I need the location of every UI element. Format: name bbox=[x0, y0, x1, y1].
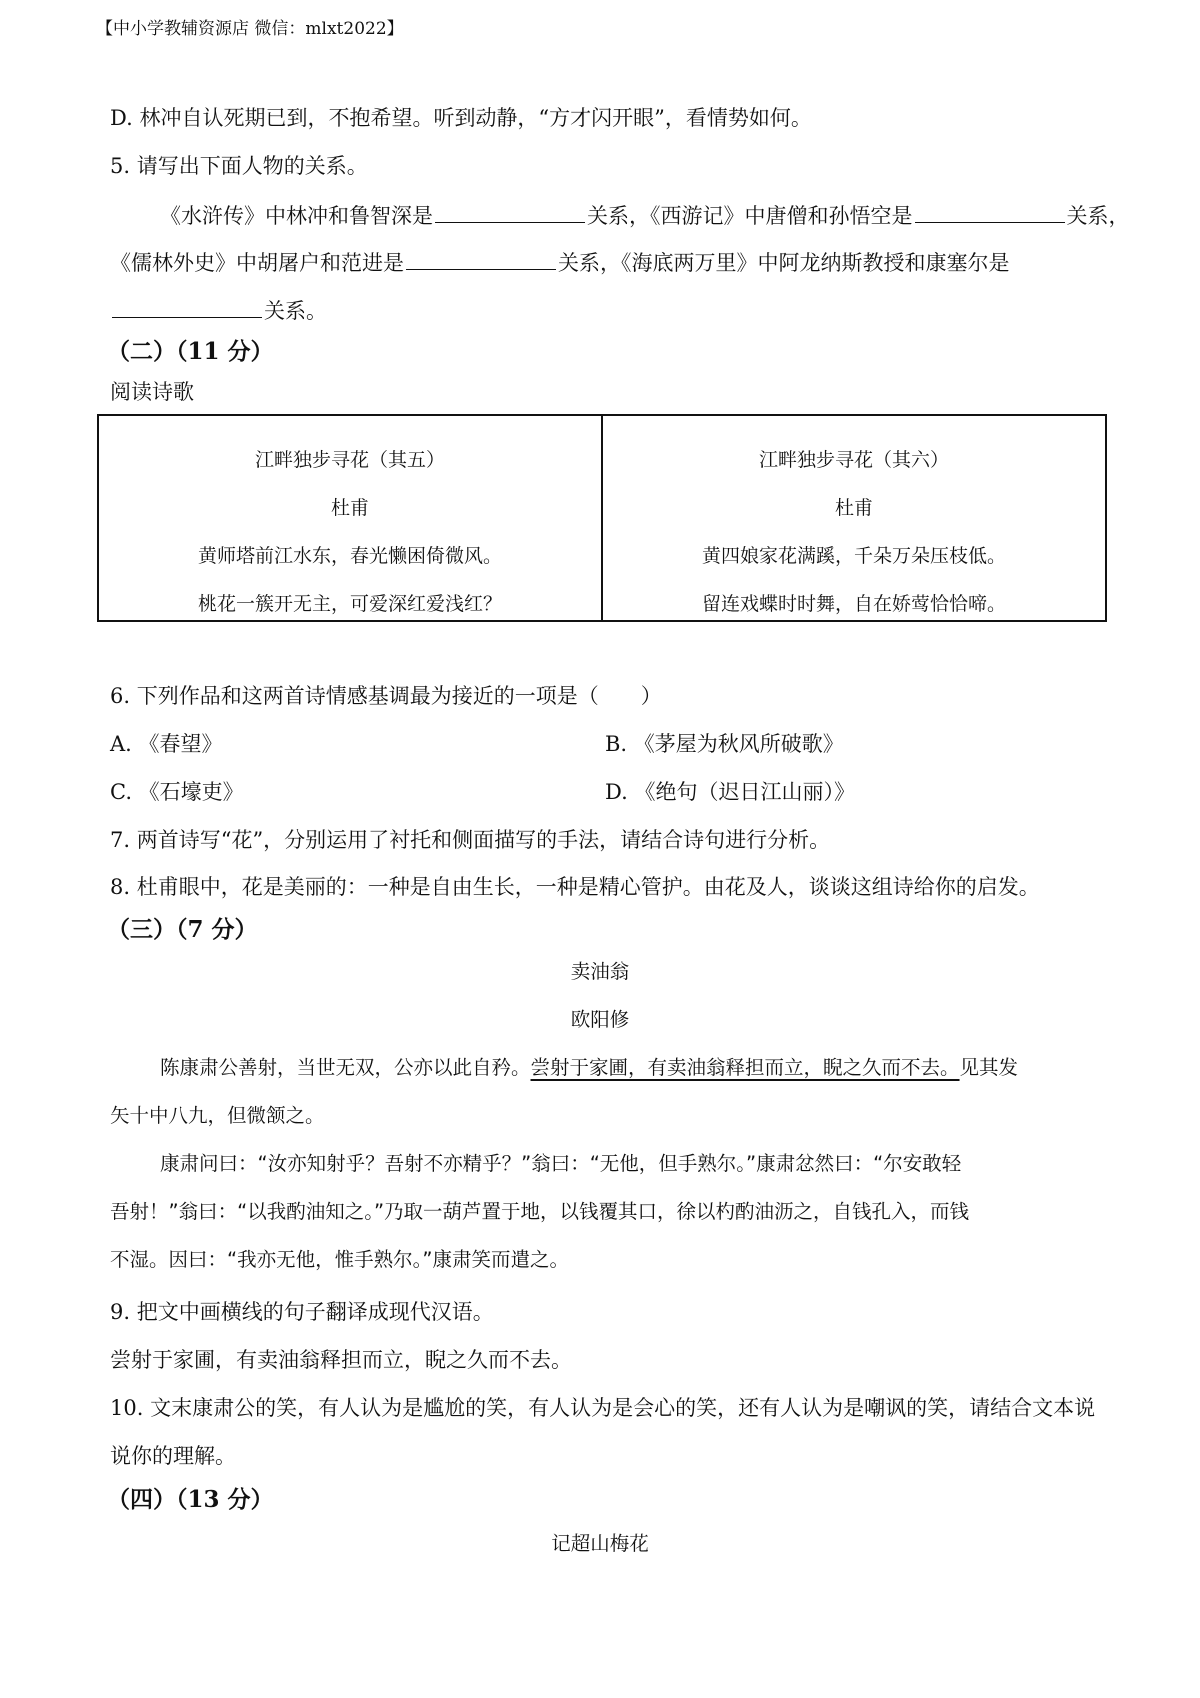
q5-text: 《水浒传》中林冲和鲁智深是 bbox=[160, 204, 433, 229]
answer-blank[interactable] bbox=[435, 200, 585, 223]
paragraph-2-line-2: 吾射！”翁曰：“以我酌油知之。”乃取一葫芦置于地，以钱覆其口，徐以杓酌油沥之，自钱孔入，而钱 bbox=[110, 1200, 970, 1223]
paragraph-1-line-1 bbox=[160, 1054, 1018, 1081]
answer-blank[interactable] bbox=[915, 200, 1065, 223]
poem-line: 桃花一簇开无主，可爱深红爱浅红？ bbox=[197, 593, 502, 615]
q5-text: 《儒林外史》中胡屠户和范进是 bbox=[110, 251, 404, 276]
text-title: 卖油翁 bbox=[570, 960, 630, 983]
q7-stem: 7. 两首诗写“花”，分别运用了衬托和侧面描写的手法，请结合诗句进行分析。 bbox=[110, 828, 831, 852]
section-2-heading: （二）（11 分） bbox=[107, 338, 274, 365]
poem-title: 江畔独步寻花（其六） bbox=[758, 449, 949, 471]
q4-option-d: D. 林冲自认死期已到，不抱希望。听到动静，“方才闪开眼”，看情势如何。 bbox=[110, 106, 812, 130]
q5-stem: 5. 请写出下面人物的关系。 bbox=[110, 154, 368, 178]
q5-text: 关系， bbox=[1066, 204, 1130, 229]
q6-option-d: D. 《绝句（迟日江山丽）》 bbox=[605, 780, 855, 804]
underlined-sentence: 尝射于家圃，有卖油翁释担而立，睨之久而不去。 bbox=[530, 1056, 960, 1079]
text-author: 欧阳修 bbox=[570, 1008, 630, 1031]
q5-text: 关系，《海底两万里》中阿龙纳斯教授和康塞尔是 bbox=[558, 251, 1010, 276]
paragraph-text: 见其发 bbox=[959, 1056, 1019, 1079]
q5-text: 关系，《西游记》中唐僧和孙悟空是 bbox=[587, 204, 913, 229]
section-4-heading: （四）（13 分） bbox=[107, 1486, 274, 1513]
poem-cell-6 bbox=[601, 416, 1105, 620]
poem-title: 江畔独步寻花（其五） bbox=[254, 449, 445, 471]
section-3-heading: （三）（7 分） bbox=[107, 916, 258, 943]
q6-stem: 6. 下列作品和这两首诗情感基调最为接近的一项是（ ） bbox=[110, 684, 662, 708]
paragraph-2-line-1: 康肃问曰：“汝亦知射乎？吾射不亦精乎？”翁曰：“无他，但手熟尔。”康肃忿然曰：“尔安敢轻 bbox=[160, 1152, 962, 1175]
section-2-intro: 阅读诗歌 bbox=[110, 380, 194, 404]
poem-cell-5 bbox=[99, 416, 601, 620]
q10-stem-line-2: 说你的理解。 bbox=[110, 1444, 236, 1468]
poem-line: 留连戏蝶时时舞，自在娇莺恰恰啼。 bbox=[701, 593, 1006, 615]
paragraph-2-line-3: 不湿。因曰：“我亦无他，惟手熟尔。”康肃笑而遣之。 bbox=[110, 1248, 569, 1271]
q6-option-c: C. 《石壕吏》 bbox=[110, 780, 244, 804]
poem-author: 杜甫 bbox=[330, 497, 369, 519]
q6-option-b: B. 《茅屋为秋风所破歌》 bbox=[605, 732, 844, 756]
q5-line-1 bbox=[160, 200, 1130, 231]
section-4-title: 记超山梅花 bbox=[551, 1532, 649, 1555]
q9-stem: 9. 把文中画横线的句子翻译成现代汉语。 bbox=[110, 1300, 494, 1324]
paragraph-text: 陈康肃公善射，当世无双，公亦以此自矜。 bbox=[160, 1056, 531, 1079]
answer-blank[interactable] bbox=[406, 247, 556, 270]
poem-line: 黄师塔前江水东，春光懒困倚微风。 bbox=[197, 545, 502, 567]
q8-stem: 8. 杜甫眼中，花是美丽的：一种是自由生长，一种是精心管护。由花及人，谈谈这组诗给你的启发。 bbox=[110, 875, 1040, 899]
q5-line-2 bbox=[110, 247, 1010, 278]
q5-text: 关系。 bbox=[264, 299, 327, 324]
q10-stem-line-1: 10. 文末康肃公的笑，有人认为是尴尬的笑，有人认为是会心的笑，还有人认为是嘲讽的笑，请结合文本说 bbox=[110, 1396, 1096, 1420]
q6-option-a: A. 《春望》 bbox=[110, 732, 223, 756]
q5-line-3 bbox=[110, 295, 327, 326]
q9-sentence: 尝射于家圃，有卖油翁释担而立，睨之久而不去。 bbox=[110, 1348, 572, 1372]
poem-line: 黄四娘家花满蹊，千朵万朵压枝低。 bbox=[701, 545, 1006, 567]
answer-blank[interactable] bbox=[112, 295, 262, 318]
poem-table bbox=[97, 414, 1107, 622]
paragraph-1-line-2: 矢十中八九，但微颔之。 bbox=[110, 1104, 325, 1127]
poem-author: 杜甫 bbox=[834, 497, 873, 519]
header-note: 【中小学教辅资源店 微信：mlxt2022】 bbox=[96, 19, 404, 39]
